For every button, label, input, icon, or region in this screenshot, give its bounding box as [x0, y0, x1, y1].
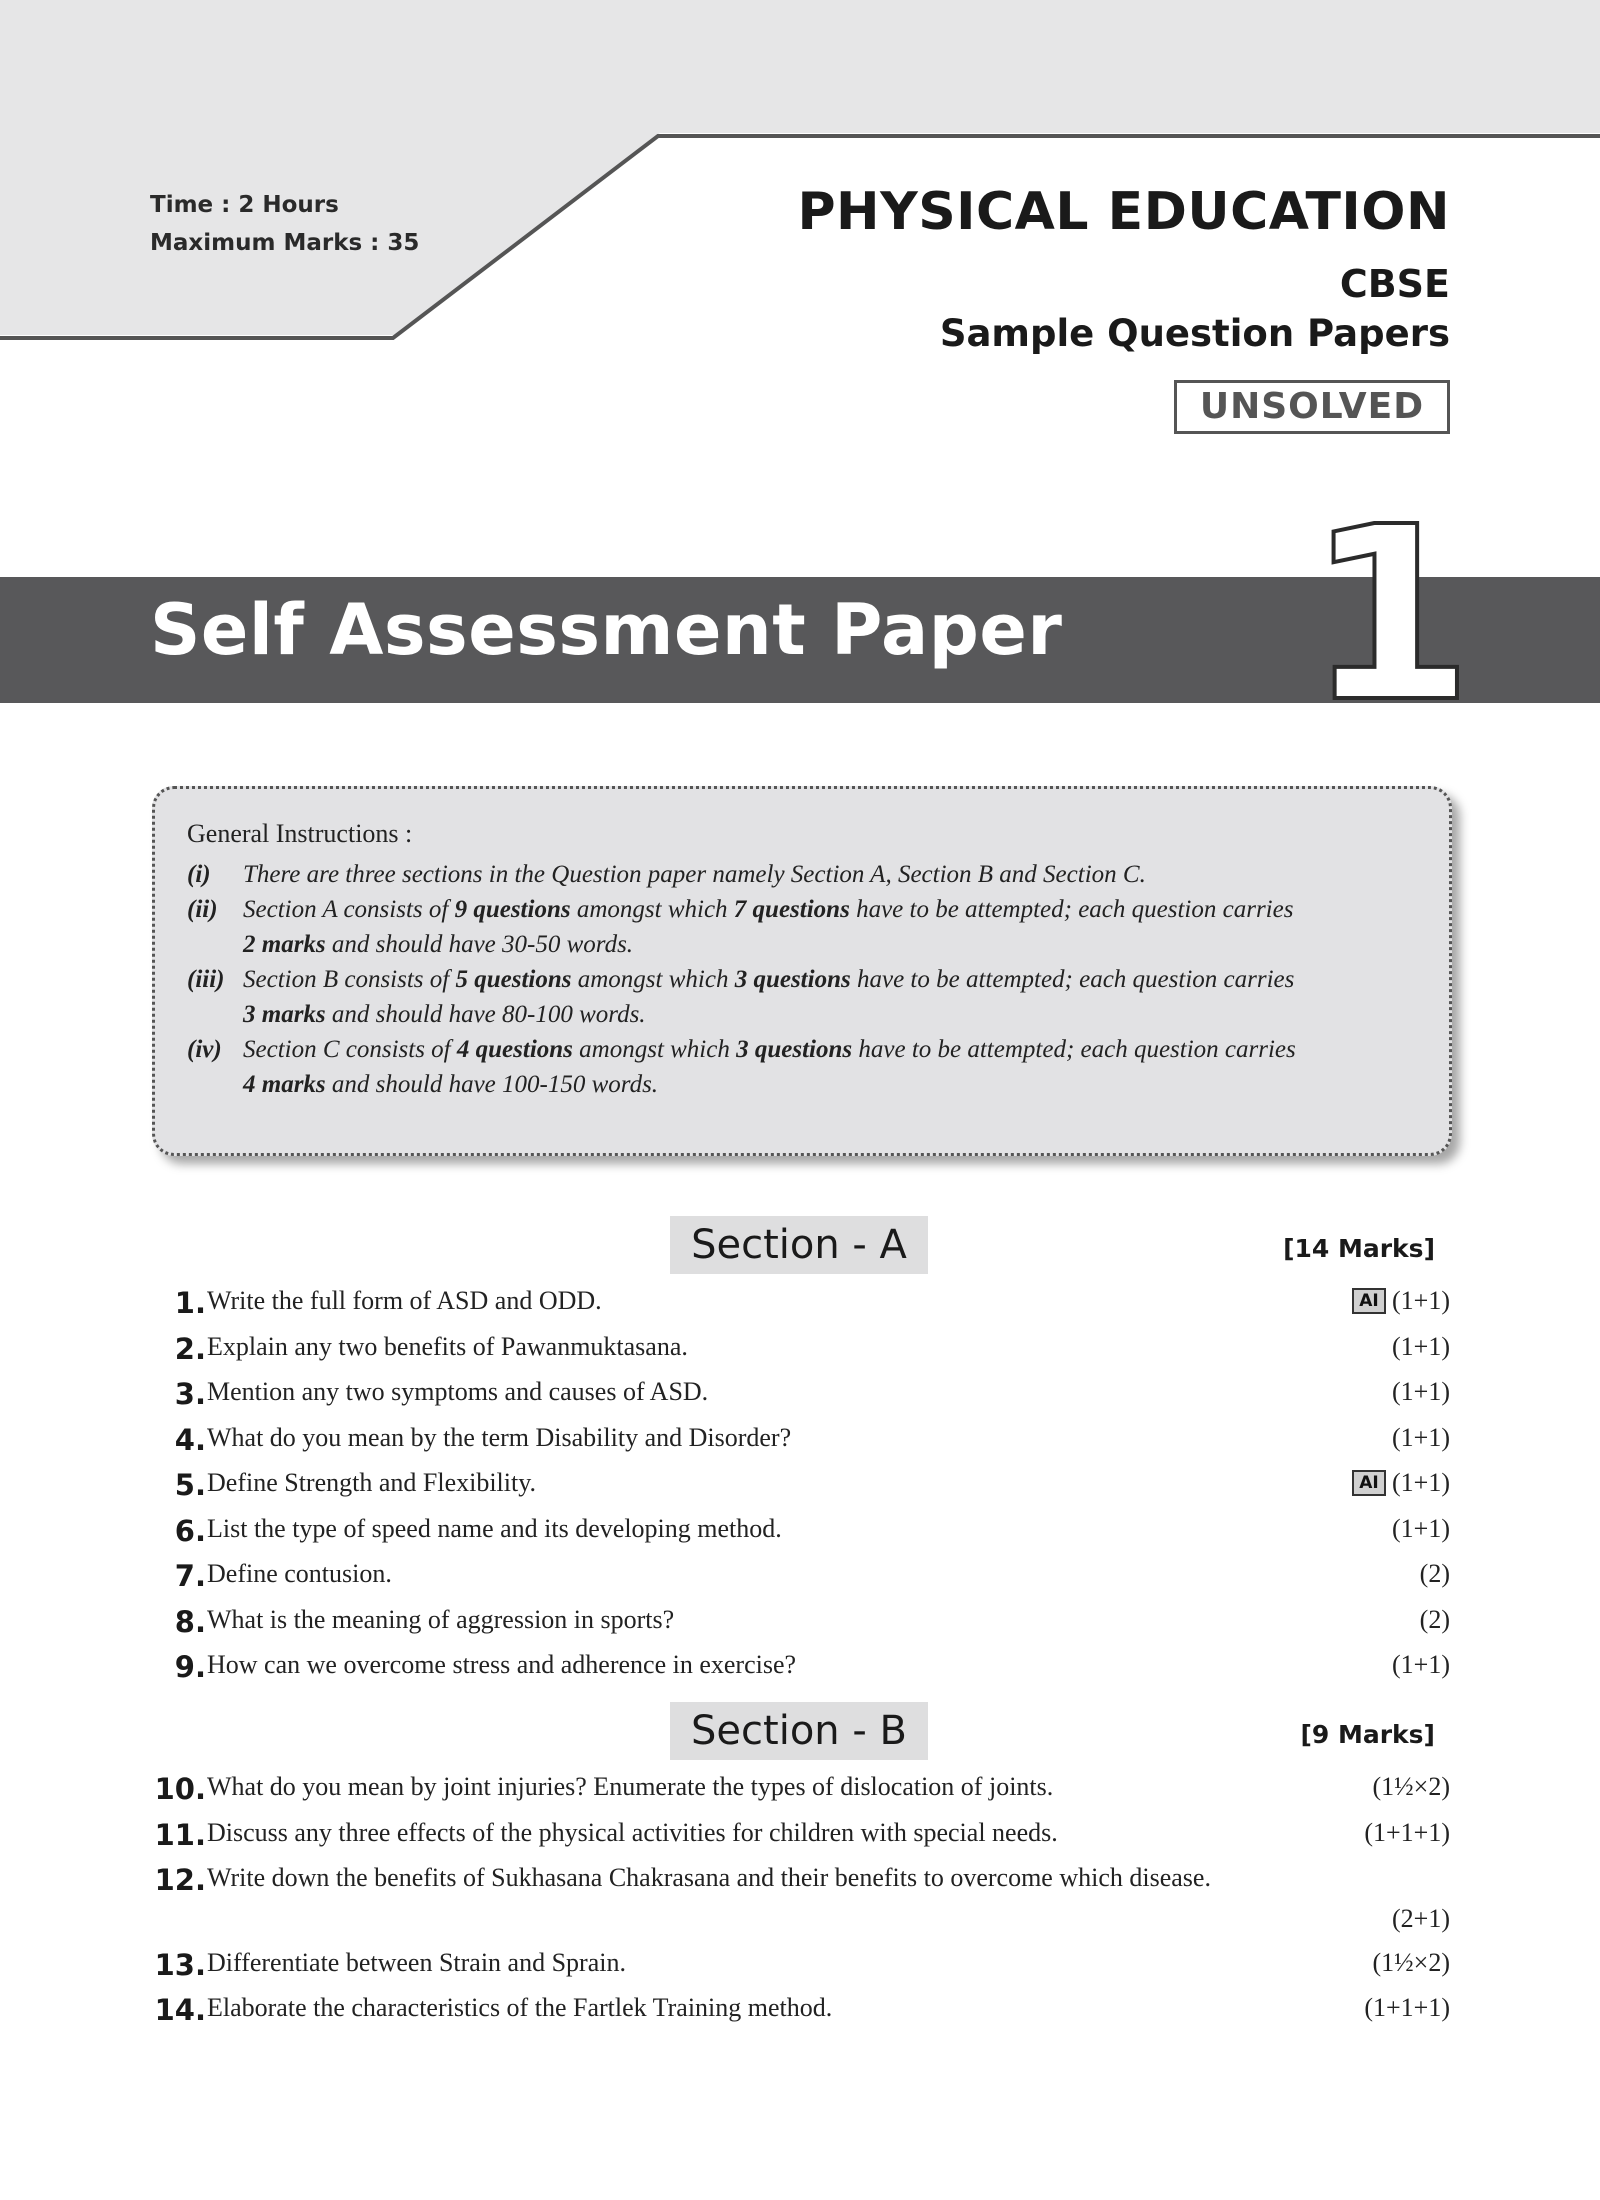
question-text: What is the meaning of aggression in sports?	[207, 1605, 675, 1634]
question-text: Write the full form of ASD and ODD.	[207, 1286, 602, 1315]
question-text: Discuss any three effects of the physical activities for children with special needs.	[207, 1818, 1058, 1847]
question-text: Mention any two symptoms and causes of ASD.	[207, 1377, 709, 1406]
section-a-marks: [14 Marks]	[1283, 1234, 1435, 1263]
instruction-number: (iii)	[187, 966, 225, 993]
instruction-text: There are three sections in the Question paper namely Section A, Section B and Section C.	[243, 861, 1146, 888]
question-row	[150, 1863, 1450, 1903]
question-marks: (1½×2)	[1372, 1948, 1450, 1977]
question-row	[150, 1772, 1450, 1812]
board-name: CBSE	[1339, 262, 1450, 306]
question-text: What do you mean by joint injuries? Enumerate the types of dislocation of joints.	[207, 1772, 1054, 1801]
ai-icon: AI	[1352, 1288, 1386, 1314]
question-marks: (1+1)	[1392, 1332, 1450, 1361]
question-marks: AI (1+1)	[1352, 1286, 1450, 1316]
instruction-text: Section A consists of 9 questions amongst which 7 questions have to be attempted; each question carries 2 marks and should have 30-50 words.	[243, 896, 1294, 958]
question-number: 4.	[174, 1423, 206, 1457]
question-text: Write down the benefits of Sukhasana Chakrasana and their benefits to overcome which disease.	[207, 1863, 1211, 1892]
question-number: 2.	[174, 1332, 206, 1366]
section-b-marks: [9 Marks]	[1300, 1720, 1435, 1749]
question-number: 7.	[174, 1559, 206, 1593]
question-text: List the type of speed name and its developing method.	[207, 1514, 782, 1543]
question-row	[150, 1650, 1450, 1690]
question-marks: (1+1+1)	[1364, 1993, 1450, 2022]
question-row	[150, 1286, 1450, 1326]
question-number: 14.	[154, 1993, 206, 2027]
paper-type: Sample Question Papers	[939, 312, 1450, 355]
question-number: 1.	[174, 1286, 206, 1320]
question-number: 8.	[174, 1605, 206, 1639]
question-number: 13.	[154, 1948, 206, 1982]
question-number: 12.	[154, 1863, 206, 1897]
question-row	[150, 1468, 1450, 1508]
question-marks: (1+1+1)	[1364, 1818, 1450, 1847]
question-row	[150, 1605, 1450, 1645]
question-text: What do you mean by the term Disability and Disorder?	[207, 1423, 792, 1452]
question-row	[150, 1818, 1450, 1858]
header-background	[0, 0, 1600, 360]
question-marks: (2)	[1419, 1559, 1450, 1588]
instruction-number: (ii)	[187, 896, 218, 923]
paper-title: Self Assessment Paper	[150, 589, 1063, 671]
question-marks: (1½×2)	[1372, 1772, 1450, 1801]
question-row	[150, 1559, 1450, 1599]
question-marks: (1+1)	[1392, 1377, 1450, 1406]
instruction-text: Section C consists of 4 questions amongst which 3 questions have to be attempted; each question carries 4 marks and should have 100-150 words.	[243, 1036, 1296, 1098]
section-a-heading: Section - A	[670, 1216, 928, 1274]
instruction-number: (i)	[187, 861, 211, 888]
instruction-item	[187, 962, 1419, 1032]
general-instructions-box	[152, 786, 1452, 1156]
question-number: 10.	[154, 1772, 206, 1806]
question-number: 6.	[174, 1514, 206, 1548]
instruction-number: (iv)	[187, 1036, 222, 1063]
question-marks: (1+1)	[1392, 1423, 1450, 1452]
question-text: Differentiate between Strain and Sprain.	[207, 1948, 626, 1977]
subject-title: PHYSICAL EDUCATION	[797, 182, 1450, 242]
paper-number-text: 1	[1306, 475, 1474, 755]
exam-meta	[150, 186, 419, 262]
instruction-text: Section B consists of 5 questions amongst which 3 questions have to be attempted; each question carries 3 marks and should have 80-100 words.	[243, 966, 1295, 1028]
instruction-item	[187, 857, 1419, 892]
question-text: How can we overcome stress and adherence in exercise?	[207, 1650, 797, 1679]
question-row	[150, 1993, 1450, 2033]
question-marks: (2)	[1419, 1605, 1450, 1634]
question-marks: (1+1)	[1392, 1514, 1450, 1543]
question-text: Define Strength and Flexibility.	[207, 1468, 537, 1497]
status-badge: UNSOLVED	[1174, 380, 1450, 434]
question-marks: (1+1)	[1392, 1650, 1450, 1679]
instruction-item	[187, 1032, 1419, 1102]
question-row	[150, 1423, 1450, 1463]
question-row	[150, 1948, 1450, 1988]
instruction-item	[187, 892, 1419, 962]
question-row	[150, 1332, 1450, 1372]
question-text: Define contusion.	[207, 1559, 392, 1588]
question-number: 9.	[174, 1650, 206, 1684]
question-marks: (2+1)	[1392, 1904, 1450, 1933]
question-row	[150, 1514, 1450, 1554]
instructions-heading: General Instructions :	[187, 819, 413, 848]
question-row	[150, 1377, 1450, 1417]
question-number: 3.	[174, 1377, 206, 1411]
section-b-heading: Section - B	[670, 1702, 928, 1760]
ai-icon: AI	[1352, 1470, 1386, 1496]
question-number: 11.	[154, 1818, 206, 1852]
question-text: Explain any two benefits of Pawanmuktasana.	[207, 1332, 688, 1361]
max-marks-label: Maximum Marks : 35	[150, 230, 420, 256]
question-marks: AI (1+1)	[1352, 1468, 1450, 1498]
paper-number	[1306, 475, 1474, 755]
question-number: 5.	[174, 1468, 206, 1502]
question-text: Elaborate the characteristics of the Fartlek Training method.	[207, 1993, 833, 2022]
time-label: Time : 2 Hours	[150, 192, 339, 218]
